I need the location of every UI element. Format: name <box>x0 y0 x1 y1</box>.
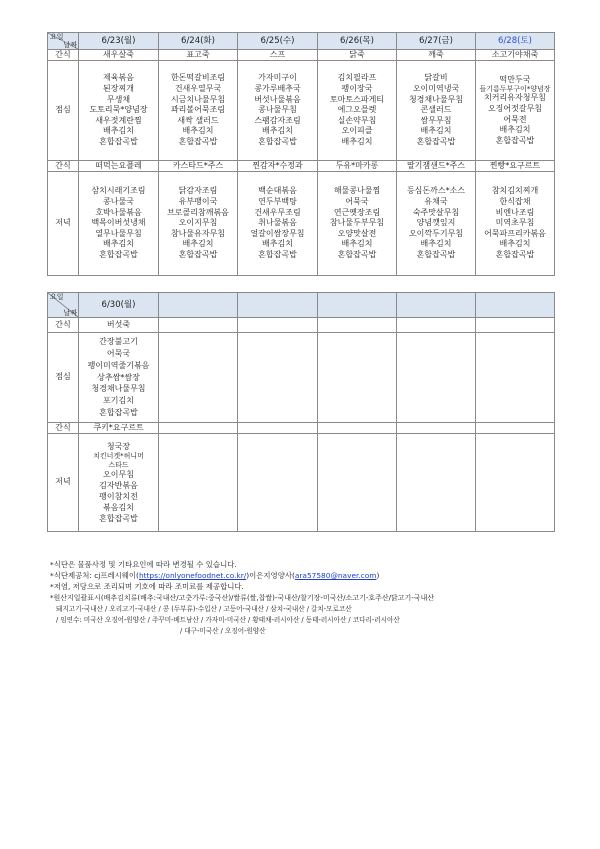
menu-item: 닭감자조림 <box>178 186 218 196</box>
date-header: 6/27(금) <box>397 33 476 50</box>
menu-item: 에그오믈렛 <box>337 105 377 115</box>
menu-item: 혼합잡곡밥 <box>178 136 218 146</box>
note-text: ) <box>376 571 380 581</box>
menu-item: 혼합잡곡밥 <box>337 249 377 259</box>
menu-item: 혼합잡곡밥 <box>416 136 456 146</box>
email-link[interactable]: ara57580@naver.com <box>294 571 377 581</box>
note-line: *식단은 물품사정 및 기타요인에 따라 변경될 수 있습니다. <box>50 560 237 569</box>
empty-cell <box>476 293 555 318</box>
menu-item: 유부팽이국 <box>178 197 218 207</box>
dinner-cell <box>79 434 159 532</box>
empty-cell <box>397 423 476 434</box>
menu-item: 등심돈까스*소스 <box>406 186 466 196</box>
menu-item: 청국장 <box>106 442 131 451</box>
menu-item: 치킨너겟*허니머스타드 <box>93 452 144 469</box>
dinner-cell <box>397 172 476 276</box>
menu-item: 비엔나조림 <box>495 207 535 217</box>
menu-item: 팽이장국 <box>341 84 373 94</box>
menu-item: 참치김치찌개 <box>491 186 539 196</box>
menu-item: 삼치시래기조림 <box>91 186 146 196</box>
empty-cell <box>318 293 397 318</box>
menu-item: 상추쌈*쌈장 <box>97 372 140 382</box>
empty-cell <box>397 333 476 423</box>
week2-menu-table <box>47 292 555 532</box>
menu-item: 콩나물무침 <box>258 105 297 115</box>
menu-item: 배추김치 <box>420 239 452 249</box>
menu-item: 치커리유자청무침 <box>484 93 546 103</box>
footnotes <box>50 559 570 637</box>
row-label-dinner: 저녁 <box>48 434 79 532</box>
snack-cell: 소고기야채죽 <box>476 50 555 61</box>
dinner-cell <box>159 172 238 276</box>
menu-item: 혼합잡곡밥 <box>99 407 138 417</box>
snack-cell: 새우살죽 <box>79 50 159 61</box>
row-label-snack: 간식 <box>48 161 79 172</box>
empty-cell <box>159 318 238 333</box>
snack-cell: 카스타드*주스 <box>159 161 238 172</box>
date-header: 6/24(화) <box>159 33 238 50</box>
empty-cell <box>238 318 318 333</box>
menu-item: 팽이참치전 <box>99 492 138 501</box>
lunch-cell <box>238 61 318 161</box>
snack-cell: 표고죽 <box>159 50 238 61</box>
dinner-cell <box>318 172 397 276</box>
empty-cell <box>397 318 476 333</box>
lunch-cell <box>397 61 476 161</box>
menu-item: 버섯나물볶음 <box>254 94 301 104</box>
week1-dinner-row <box>48 172 555 276</box>
menu-item: 배추김치 <box>182 239 214 249</box>
snack-cell: 닭죽 <box>318 50 397 61</box>
menu-item: 참나물두부무침 <box>329 218 385 228</box>
menu-item: 오이미역냉국 <box>412 84 460 94</box>
note-line: / 대구-미국산 / 오징어-원양산 <box>180 627 266 636</box>
menu-item: 닭갈비 <box>424 73 448 83</box>
week1-afternoon-snack-row <box>48 161 555 172</box>
note-text: *식단제공처: cj프레시웨이( <box>50 571 139 581</box>
corner-date-label: 날짜 <box>63 309 77 317</box>
menu-item: 혼합잡곡밥 <box>99 249 138 259</box>
menu-item: 무생채 <box>106 94 131 104</box>
empty-cell <box>238 434 318 532</box>
week2-lunch-row <box>48 333 555 423</box>
corner-day-label: 요일 <box>50 293 64 301</box>
menu-item: 쌈무무침 <box>420 115 452 125</box>
snack-cell: 찐감자*수정과 <box>238 161 318 172</box>
menu-item: 배추김치 <box>499 125 531 135</box>
week2-header-row <box>48 293 555 318</box>
date-header-saturday: 6/28(토) <box>476 33 555 50</box>
week1-menu-table <box>47 32 555 276</box>
empty-cell <box>159 434 238 532</box>
row-label-snack: 간식 <box>48 423 79 434</box>
menu-item: 참나물유자무침 <box>170 228 226 238</box>
menu-item: 해물콩나물찜 <box>333 186 381 196</box>
snack-cell: 버섯죽 <box>79 318 159 333</box>
menu-item: 얼갈이쌈장무침 <box>250 228 305 238</box>
row-label-snack: 간식 <box>48 50 79 61</box>
menu-item: 김치필라프 <box>337 73 377 83</box>
snack-cell: 스프 <box>238 50 318 61</box>
row-label-lunch: 점심 <box>48 61 79 161</box>
menu-item: 오이깍두기무침 <box>408 228 464 238</box>
menu-item: 어묵국 <box>345 197 369 207</box>
menu-item: 열무나물무침 <box>95 228 142 238</box>
corner-date-label: 날짜 <box>63 41 77 49</box>
menu-item: 콩나물국 <box>103 197 134 207</box>
empty-cell <box>318 318 397 333</box>
empty-cell <box>476 423 555 434</box>
dinner-cell <box>238 172 318 276</box>
row-label-lunch: 점심 <box>48 333 79 423</box>
note-line: / 임연수: 미국산 오징어-원양산 / 주꾸미-베트남산 / 가자미-미국산 / 황태채-러시아산 / 동태-러시아산 / 코다리-러시아산 <box>56 616 400 625</box>
menu-item: 혼합잡곡밥 <box>416 249 456 259</box>
snack-cell: 두유*마카롱 <box>318 161 397 172</box>
menu-item: 배추김치 <box>182 126 214 136</box>
menu-item: 배추김치 <box>262 126 293 136</box>
menu-item: 김자반볶음 <box>99 481 138 490</box>
menu-item: 건새우열무국 <box>174 84 222 94</box>
snack-cell: 찐빵*요구르트 <box>476 161 555 172</box>
menu-item: 혼합잡곡밥 <box>178 249 218 259</box>
empty-cell <box>397 293 476 318</box>
empty-cell <box>159 333 238 423</box>
menu-item: 스팸감자조림 <box>254 115 301 125</box>
note-line: *원산지일괄표시(배추김치류(배추:국내산/고춧가루:중국산)/쌀류(쌀,찹쌀)-국내산/찰기장-미국산/소고기-호주산/닭고기-국내산 <box>50 593 435 602</box>
menu-item: 배추김치 <box>341 239 373 249</box>
date-header: 6/30(월) <box>79 293 159 318</box>
week1-lunch-row <box>48 61 555 161</box>
menu-item: 떡만두국 <box>499 74 531 84</box>
note-line: *저염, 저당으로 조리되며 기호에 따라 조미료를 제공합니다. <box>50 582 244 592</box>
lunch-cell <box>79 333 159 423</box>
menu-item: 들기름두부구이*양념장 <box>479 85 551 94</box>
empty-cell <box>318 333 397 423</box>
menu-item: 된장찌개 <box>103 84 134 94</box>
menu-item: 청경채나물무침 <box>408 94 464 104</box>
snack-cell: 깨죽 <box>397 50 476 61</box>
menu-item: 제육볶음 <box>103 73 134 83</box>
date-header: 6/23(월) <box>79 33 159 50</box>
corner-day-label: 요일 <box>50 33 64 41</box>
menu-item: 혼합잡곡밥 <box>99 136 138 146</box>
menu-item: 콘샐러드 <box>420 105 452 115</box>
menu-item: 오이피클 <box>341 126 373 136</box>
menu-item: 혼합잡곡밥 <box>495 135 535 145</box>
menu-item: 오이무침 <box>103 470 134 479</box>
menu-item: 가자미구이 <box>258 73 297 83</box>
lunch-cell <box>476 61 555 161</box>
menu-item: 취나물볶음 <box>258 218 297 228</box>
supplier-link[interactable]: https://onlyonefoodnet.co.kr/ <box>138 571 247 581</box>
empty-cell <box>476 333 555 423</box>
week1-morning-snack-row <box>48 50 555 61</box>
empty-cell <box>238 423 318 434</box>
note-line: 돼지고기-국내산 / 오리고기-국내산 / 콩 (두부류)-수입산 / 고등어-국내산 / 삼치-국내산 / 갈치-모로코산 <box>56 604 352 613</box>
week2-dinner-row <box>48 434 555 532</box>
menu-item: 팽이미역줄기볶음 <box>87 360 150 370</box>
menu-item: 유채국 <box>424 197 448 207</box>
menu-item: 브로콜리참깨볶음 <box>167 207 229 217</box>
menu-item: 새우젓계란찜 <box>95 115 142 125</box>
menu-item: 오이지무침 <box>178 218 218 228</box>
menu-item: 꽈리볼어묵조림 <box>170 105 226 115</box>
menu-item: 볶음김치 <box>103 503 134 512</box>
menu-item: 호박나물볶음 <box>95 207 142 217</box>
week1-header-row <box>48 33 555 50</box>
date-header: 6/25(수) <box>238 33 318 50</box>
menu-item: 양념깻잎지 <box>416 218 456 228</box>
row-label-dinner: 저녁 <box>48 172 79 276</box>
menu-item: 배추김치 <box>103 239 134 249</box>
row-label-snack: 간식 <box>48 318 79 333</box>
menu-item: 연두부백탕 <box>258 197 297 207</box>
menu-item: 어묵전 <box>503 114 527 124</box>
corner-cell <box>48 33 79 50</box>
empty-cell <box>238 293 318 318</box>
menu-item: 배추김치 <box>420 126 452 136</box>
note-text: )이은지영양사( <box>246 571 295 581</box>
empty-cell <box>159 423 238 434</box>
lunch-cell <box>318 61 397 161</box>
empty-cell <box>318 423 397 434</box>
menu-item: 새싹 샐러드 <box>177 115 219 125</box>
menu-item: 콩가루배추국 <box>254 84 301 94</box>
lunch-cell <box>159 61 238 161</box>
menu-item: 백순대볶음 <box>258 186 297 196</box>
menu-item: 실손약무침 <box>337 115 377 125</box>
menu-item: 미역초무침 <box>495 218 535 228</box>
corner-cell <box>48 293 79 318</box>
menu-item: 간장불고기 <box>99 337 138 347</box>
menu-item: 오양맛살전 <box>337 228 377 238</box>
menu-item: 배추김치 <box>341 136 373 146</box>
menu-item: 한식잡채 <box>499 197 531 207</box>
date-header: 6/26(목) <box>318 33 397 50</box>
menu-item: 시금치나물무침 <box>170 94 226 104</box>
week2-morning-snack-row <box>48 318 555 333</box>
menu-item: 배추김치 <box>262 239 293 249</box>
menu-item: 토마토스파게티 <box>329 94 385 104</box>
menu-item: 오징어젓갈무침 <box>487 103 543 113</box>
menu-item: 혼합잡곡밥 <box>258 136 297 146</box>
empty-cell <box>159 293 238 318</box>
empty-cell <box>476 318 555 333</box>
menu-item: 숙주맛살무침 <box>412 207 460 217</box>
menu-item: 도토리묵*양념장 <box>89 105 148 115</box>
snack-cell: 쿠키*요구르트 <box>79 423 159 434</box>
snack-cell: 딸기잼샌드*주스 <box>397 161 476 172</box>
empty-cell <box>238 333 318 423</box>
menu-item: 배추김치 <box>499 239 531 249</box>
dinner-cell <box>79 172 159 276</box>
menu-item: 청경채나물무침 <box>91 384 146 394</box>
menu-item: 배추김치 <box>103 126 134 136</box>
empty-cell <box>476 434 555 532</box>
menu-item: 백목이버섯냉채 <box>91 218 146 228</box>
snack-cell: 떠먹는요플레 <box>79 161 159 172</box>
lunch-cell <box>79 61 159 161</box>
empty-cell <box>397 434 476 532</box>
empty-cell <box>318 434 397 532</box>
dinner-cell <box>476 172 555 276</box>
menu-item: 연근옛장조림 <box>333 207 381 217</box>
menu-item: 건새우무조림 <box>254 207 301 217</box>
menu-item: 한돈떡갈비조림 <box>170 73 226 83</box>
menu-item: 어묵국 <box>106 349 131 358</box>
menu-item: 포기김치 <box>103 396 134 406</box>
menu-item: 혼합잡곡밥 <box>495 249 535 259</box>
menu-item: 혼합잡곡밥 <box>258 249 297 259</box>
menu-item: 혼합잡곡밥 <box>99 514 138 523</box>
menu-item: 어묵파프리카볶음 <box>484 228 546 238</box>
note-line <box>50 570 570 581</box>
week2-afternoon-snack-row <box>48 423 555 434</box>
